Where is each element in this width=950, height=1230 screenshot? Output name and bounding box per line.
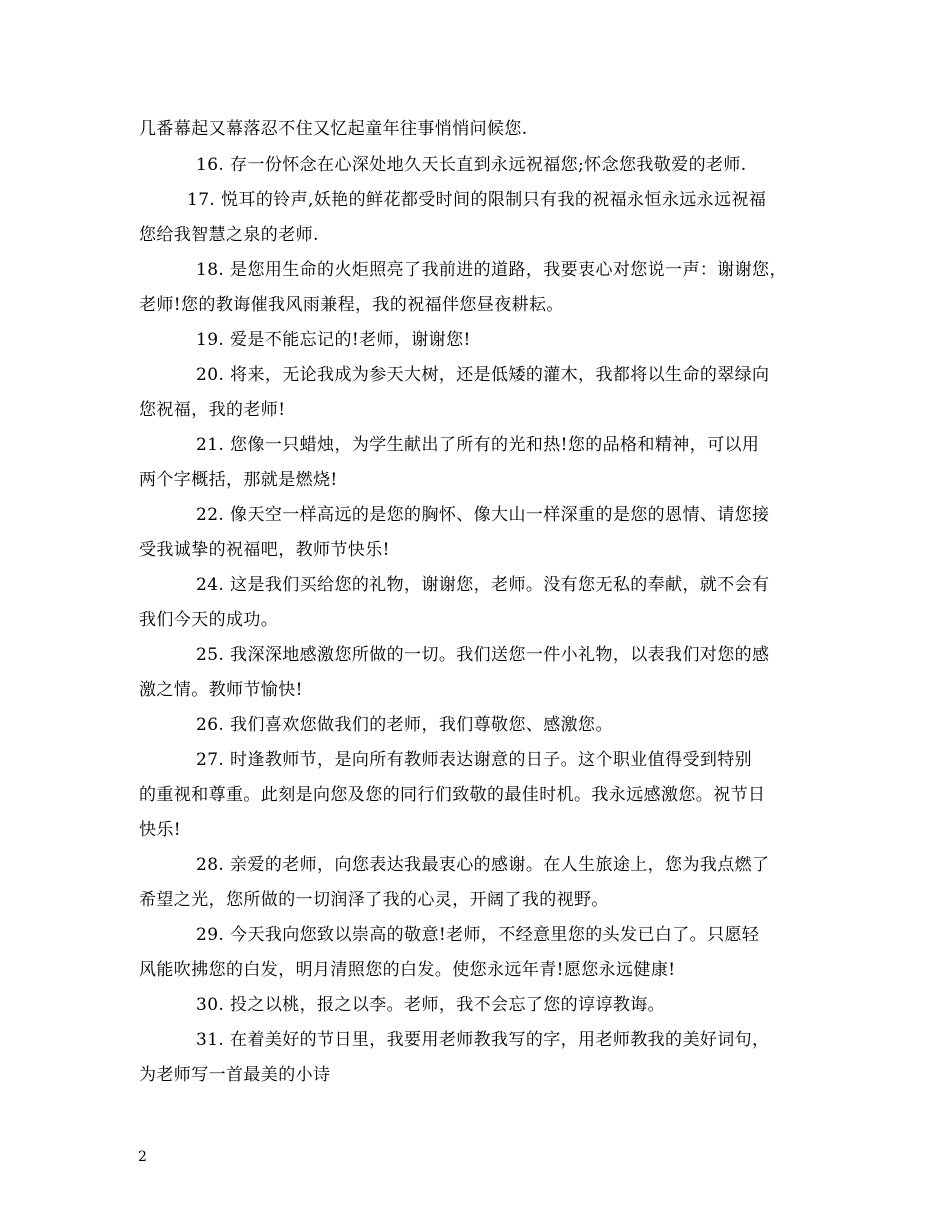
text-line: 风能吹拂您的白发，明月清照您的白发。使您永远年青!愿您永远健康!	[139, 960, 676, 980]
text-line: 22. 像天空一样高远的是您的胸怀、像大山一样深重的是您的恩情、请您接	[196, 505, 770, 525]
text-line: 希望之光，您所做的一切润泽了我的心灵，开阔了我的视野。	[139, 890, 609, 910]
text-line: 24. 这是我们买给您的礼物，谢谢您，老师。没有您无私的奉献，就不会有	[196, 575, 770, 595]
text-line: 27. 时逢教师节，是向所有教师表达谢意的日子。这个职业值得受到特别	[196, 750, 753, 770]
text-line: 20. 将来，无论我成为参天大树，还是低矮的灌木，我都将以生命的翠绿向	[196, 365, 770, 385]
text-line: 快乐!	[139, 820, 182, 840]
text-line: 21. 您像一只蜡烛，为学生献出了所有的光和热!您的品格和精神，可以用	[196, 435, 760, 455]
text-line: 您给我智慧之泉的老师.	[139, 225, 319, 245]
text-line: 的重视和尊重。此刻是向您及您的同行们致敬的最佳时机。我永远感激您。祝节日	[139, 785, 766, 805]
page-number: 2	[138, 1149, 147, 1165]
text-line: 29. 今天我向您致以崇高的敬意!老师，不经意里您的头发已白了。只愿轻	[196, 925, 760, 945]
text-line: 16. 存一份怀念在心深处地久天长直到永远祝福您;怀念您我敬爱的老师.	[196, 155, 747, 175]
text-line: 几番幕起又幕落忍不住又忆起童年往事悄悄问候您.	[139, 119, 528, 139]
text-line: 17. 悦耳的铃声,妖艳的鲜花都受时间的限制只有我的祝福永恒永远永远祝福	[187, 190, 767, 210]
text-line: 两个字概括，那就是燃烧!	[139, 470, 338, 490]
text-line: 28. 亲爱的老师，向您表达我最衷心的感谢。在人生旅途上，您为我点燃了	[196, 855, 770, 875]
text-line: 激之情。教师节愉快!	[139, 680, 303, 700]
text-line: 30. 投之以桃，报之以李。老师，我不会忘了您的谆谆教诲。	[196, 995, 666, 1015]
text-line: 受我诚挚的祝福吧，教师节快乐!	[139, 540, 390, 560]
text-line: 老师!您的教诲催我风雨兼程，我的祝福伴您昼夜耕耘。	[139, 295, 564, 315]
text-line: 18. 是您用生命的火炬照亮了我前进的道路，我要衷心对您说一声：谢谢您，	[196, 260, 787, 280]
text-line: 您祝福，我的老师!	[139, 400, 286, 420]
text-line: 我们今天的成功。	[139, 610, 279, 630]
text-line: 31. 在着美好的节日里，我要用老师教我写的字，用老师教我的美好词句，	[196, 1030, 770, 1050]
text-line: 19. 爱是不能忘记的!老师，谢谢您!	[196, 330, 471, 350]
text-line: 25. 我深深地感激您所做的一切。我们送您一件小礼物，以表我们对您的感	[196, 645, 770, 665]
text-line: 26. 我们喜欢您做我们的老师，我们尊敬您、感激您。	[196, 715, 613, 735]
text-line: 为老师写一首最美的小诗	[139, 1065, 331, 1085]
